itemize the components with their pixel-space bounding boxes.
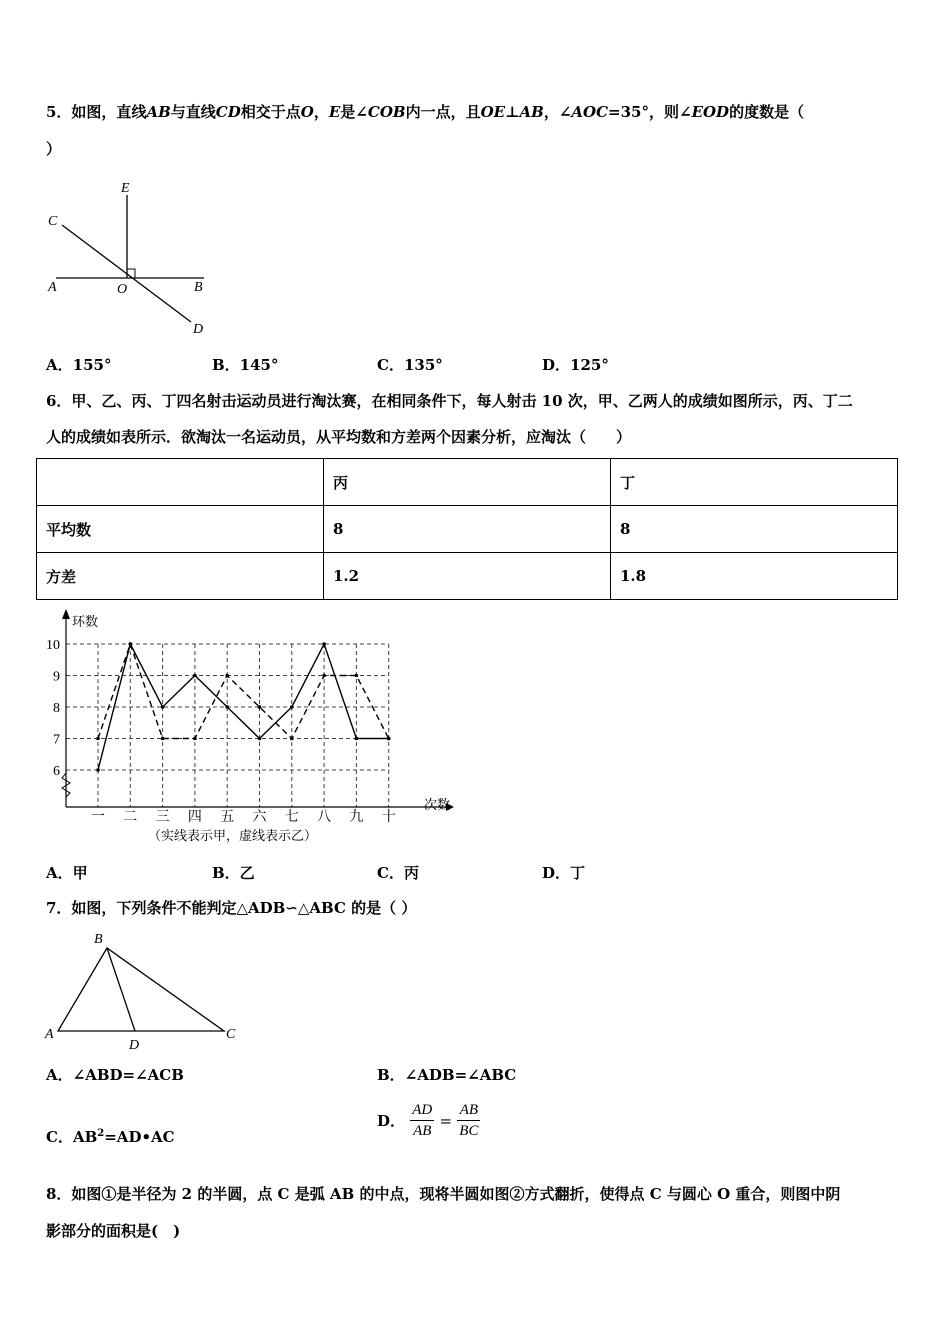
y-axis-arrow <box>62 609 70 619</box>
table-cell <box>37 459 324 506</box>
label-d: D <box>193 322 204 337</box>
table-cell: 方差 <box>37 553 324 600</box>
data-point <box>193 674 197 678</box>
y-tick-label: 8 <box>53 701 60 716</box>
x-tick-label: 五 <box>220 810 235 825</box>
data-point <box>355 737 359 741</box>
label-a: A <box>45 1027 54 1042</box>
q6-line-chart <box>36 607 456 847</box>
data-point <box>258 737 262 741</box>
label-b: B <box>94 932 103 947</box>
table-header-bing: 丙 <box>324 459 611 506</box>
label-e: E <box>121 181 130 196</box>
data-point <box>322 674 326 678</box>
data-point <box>193 737 197 741</box>
label-c: C <box>48 214 58 229</box>
table-cell: 1.8 <box>611 553 898 600</box>
x-tick-label: 三 <box>155 810 170 825</box>
q7-stem: 7．如图，下列条件不能判定△ADB∽△ABC 的是（ ） <box>46 899 417 917</box>
y-axis-label: 环数 <box>72 614 99 629</box>
x-tick-label: 九 <box>349 810 364 825</box>
fraction-ab-bc: $\frac{AB}{BC}$ <box>459 1102 479 1139</box>
data-point <box>387 737 391 741</box>
q6-option-d[interactable]: D．丁 <box>542 864 586 882</box>
q7-figure <box>40 928 250 1053</box>
data-point <box>225 674 229 678</box>
table-cell: 平均数 <box>37 506 324 553</box>
x-tick-label: 十 <box>381 810 396 825</box>
y-tick-label: 9 <box>53 669 60 685</box>
data-point <box>258 705 262 709</box>
q6-option-b[interactable]: B．乙 <box>212 864 255 882</box>
label-d: D <box>129 1038 140 1053</box>
q5-option-c[interactable]: C．135° <box>377 356 443 374</box>
q5-option-d[interactable]: D．125° <box>542 356 609 374</box>
table-cell: 8 <box>611 506 898 553</box>
triangle-abc <box>58 948 224 1031</box>
y-tick-label: 7 <box>53 732 60 748</box>
table-row <box>37 459 898 506</box>
table-cell: 1.2 <box>324 553 611 600</box>
q5-option-a[interactable]: A．155° <box>46 356 112 374</box>
q7-option-b[interactable]: B．∠ADB=∠ABC <box>377 1066 517 1084</box>
q8-stem-line2: 影部分的面积是( ) <box>46 1222 181 1240</box>
x-tick-label: 七 <box>284 810 299 825</box>
label-c: C <box>226 1027 236 1042</box>
segment-bd <box>107 948 135 1031</box>
q7-option-d[interactable]: D． $\frac{AD}{AB}$ = $\frac{AB}{BC}$ <box>377 1102 479 1139</box>
fraction-ad-ab: $\frac{AD}{AB}$ <box>412 1102 433 1139</box>
table-row <box>37 506 898 553</box>
q6-option-a[interactable]: A．甲 <box>46 864 88 882</box>
q5-stem-line1: 5．如图，直线AB与直线CD相交于点O，E是∠COB内一点，且OE⊥AB，∠AOC=35°，则∠EOD的度数是（ <box>46 103 805 121</box>
data-point <box>161 737 165 741</box>
data-point <box>96 768 100 772</box>
label-b: B <box>194 280 203 295</box>
y-tick-label: 6 <box>53 764 60 779</box>
x-axis-label: 次数 <box>424 797 451 812</box>
data-point <box>290 705 294 709</box>
q7-option-a[interactable]: A．∠ABD=∠ACB <box>46 1066 184 1084</box>
data-point <box>355 674 359 678</box>
x-tick-label: 八 <box>317 810 332 825</box>
label-o: O <box>117 282 128 297</box>
q6-stem-line1: 6．甲、乙、丙、丁四名射击运动员进行淘汰赛，在相同条件下，每人射击 10 次，甲、乙两人的成绩如图所示，丙、丁二 <box>46 392 853 410</box>
data-point <box>129 642 133 646</box>
table-row <box>37 553 898 600</box>
q5-option-b[interactable]: B．145° <box>212 356 279 374</box>
label-a: A <box>48 280 57 295</box>
x-tick-label: 二 <box>123 810 138 825</box>
chart-caption: （实线表示甲，虚线表示乙） <box>148 828 318 843</box>
data-point <box>96 737 100 741</box>
q5-stem-line2: ） <box>46 140 62 158</box>
data-point <box>290 737 294 741</box>
y-tick-label: 10 <box>46 638 60 653</box>
q6-option-c[interactable]: C．丙 <box>377 864 419 882</box>
data-point <box>161 705 165 709</box>
x-tick-label: 四 <box>187 810 202 825</box>
table-cell: 8 <box>324 506 611 553</box>
x-tick-label: 一 <box>91 810 105 825</box>
x-tick-label: 六 <box>252 810 267 825</box>
q7-option-c[interactable]: C．$AB^2=AD•AC$ <box>46 1128 175 1146</box>
series-line-yi <box>98 644 389 739</box>
data-point <box>322 642 326 646</box>
data-point <box>225 705 229 709</box>
q5-figure <box>40 175 220 340</box>
q6-stem-line2: 人的成绩如表所示．欲淘汰一名运动员，从平均数和方差两个因素分析，应淘汰（ ） <box>46 428 632 446</box>
table-header-ding: 丁 <box>611 459 898 506</box>
q8-stem-line1: 8．如图①是半径为 2 的半圆，点 C 是弧 AB 的中点，现将半圆如图②方式翻折，使得点 C 与圆心 O 重合，则图中阴 <box>46 1185 841 1203</box>
q6-score-table <box>36 458 898 600</box>
